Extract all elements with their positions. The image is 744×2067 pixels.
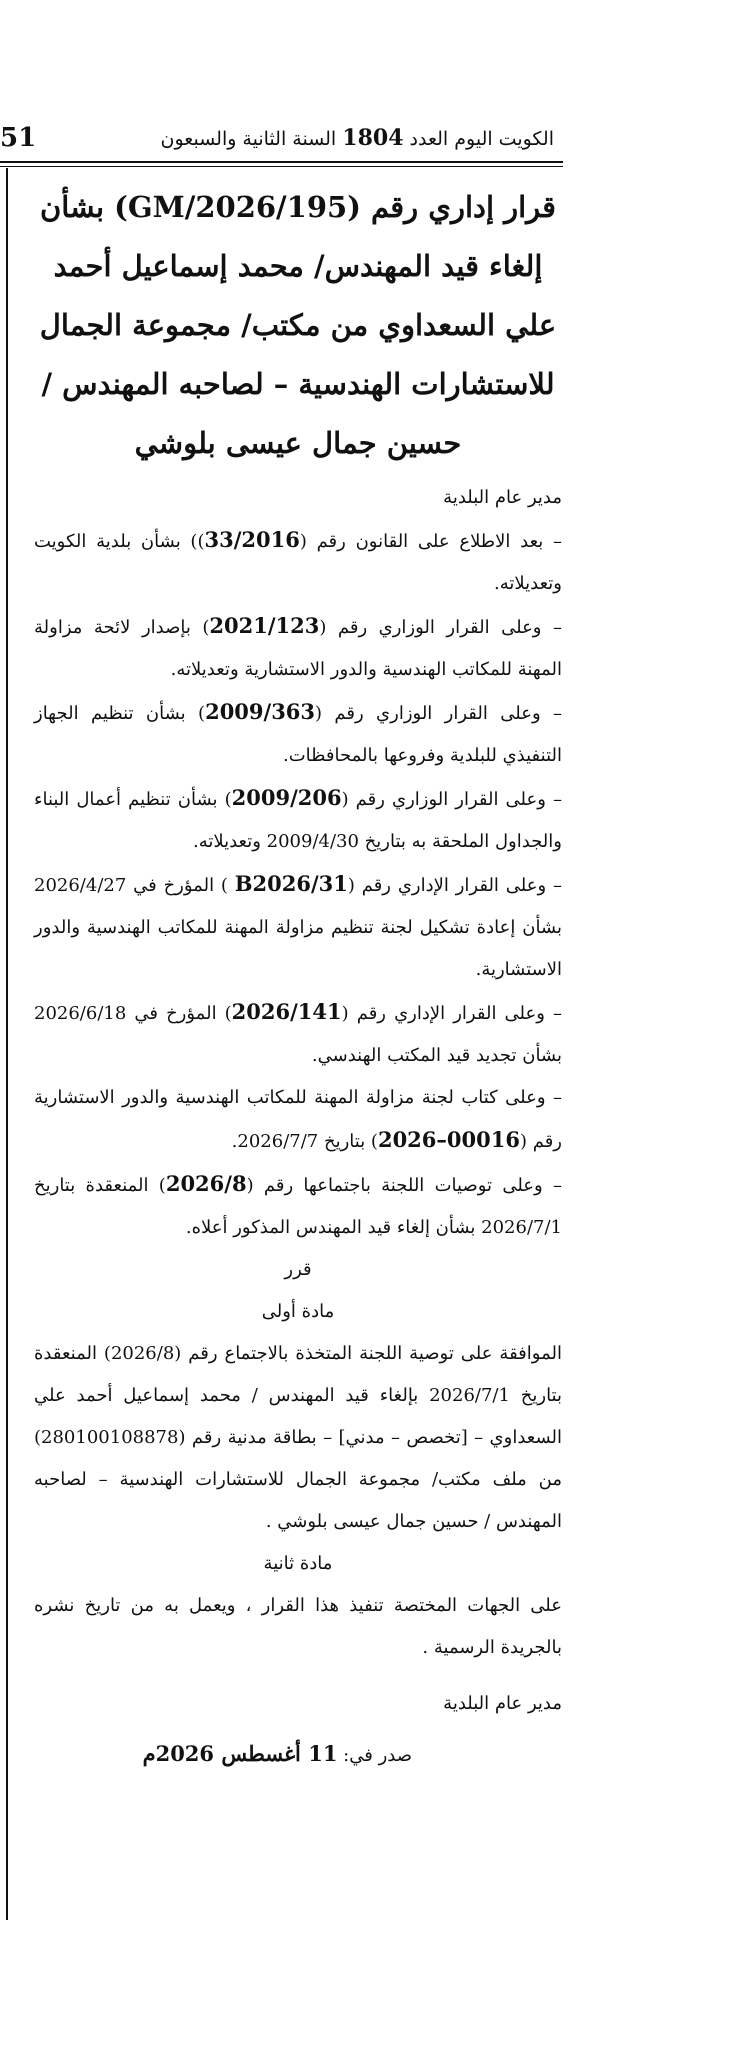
decided-heading: قرر — [284, 1259, 312, 1280]
article2-text: على الجهات المختصة تنفيذ هذا القرار ، ويعمل به من تاريخ نشره بالجريدة الرسمية . — [34, 1595, 562, 1658]
recital-item: – بعد الاطلاع على القانون رقم (33/2016)) بشأن بلدية الكويت وتعديلاته. — [34, 527, 562, 594]
running-head-suffix: السنة الثانية والسبعون — [160, 128, 337, 150]
issuer-line: مدير عام البلدية — [443, 487, 562, 508]
page-number: 51 — [0, 123, 37, 153]
recital-item: – وعلى القرار الإداري رقم (B2026/31 ) المؤرخ في 2026/4/27 بشأن إعادة تشكيل لجنة تنظيم مزاولة المهنة للمكاتب الهندسية والدور الاستشارية. — [34, 871, 562, 980]
article1-text: الموافقة على توصية اللجنة المتخذة بالاجتماع رقم (2026/8) المنعقدة بتاريخ 2026/7/1 بإلغاء قيد المهندس / محمد إسماعيل أحمد علي السعداوي – [تخصص – مدني] – بطاقة مدنية رقم (280100108878) من ملف مكتب/ مجموعة الجمال للاستشارات الهندسية – لصاحبه المهندس / حسين جمال عيسى بلوشي . — [34, 1343, 562, 1532]
issue-number: 1804 — [342, 125, 404, 151]
issued-date: 11 أغسطس 2026م — [142, 1741, 338, 1766]
recital-item: – وعلى القرار الوزاري رقم (2021/123) بإصدار لائحة مزاولة المهنة للمكاتب الهندسية والدور الاستشارية وتعديلاته. — [34, 613, 562, 680]
recital-item: – وعلى توصيات اللجنة باجتماعها رقم (2026/8) المنعقدة بتاريخ 2026/7/1 بشأن إلغاء قيد المهندس المذكور أعلاه. — [34, 1171, 562, 1238]
decree-column — [34, 178, 562, 1777]
recital-item: – وعلى القرار الوزاري رقم (2009/363) بشأن تنظيم الجهاز التنفيذي للبلدية وفروعها بالمحافظات. — [34, 699, 563, 766]
page-header — [0, 120, 744, 160]
decree-title — [34, 178, 562, 473]
recital-item: – وعلى القرار الوزاري رقم (2009/206) بشأن تنظيم أعمال البناء والجداول الملحقة به بتاريخ 2009/4/30 وتعديلاته. — [34, 785, 562, 852]
article2-heading: مادة ثانية — [263, 1553, 333, 1574]
decree-title-part1: قرار إداري رقم ( — [347, 190, 557, 224]
issued-date-line — [34, 1733, 562, 1777]
decree-title-code: GM/2026/195 — [127, 190, 348, 224]
recital-item: – وعلى كتاب لجنة مزاولة المهنة للمكاتب الهندسية والدور الاستشارية رقم (00016–2026) بتاريخ 2026/7/7. — [34, 1087, 562, 1152]
running-head — [161, 120, 554, 157]
issued-label: صدر في: — [343, 1745, 412, 1766]
running-head-prefix: الكويت اليوم العدد — [409, 128, 554, 150]
header-rule — [0, 161, 563, 163]
header-rule-thin — [0, 166, 563, 167]
recital-item: – وعلى القرار الإداري رقم (2026/141) المؤرخ في 2026/6/18 بشأن تجديد قيد المكتب الهندسي. — [34, 999, 562, 1066]
article1-heading: مادة أولى — [261, 1301, 335, 1322]
decree-title-part2: ) بشأن إلغاء قيد المهندس/ محمد إسماعيل أحمد علي السعداوي من مكتب/ مجموعة الجمال للاستشارات الهندسية – لصاحبه المهندس / حسين جمال عيسى بلوشي — [39, 190, 557, 460]
recitals-list — [34, 519, 562, 1249]
column-divider — [6, 168, 8, 1920]
signature: مدير عام البلدية — [443, 1693, 562, 1714]
